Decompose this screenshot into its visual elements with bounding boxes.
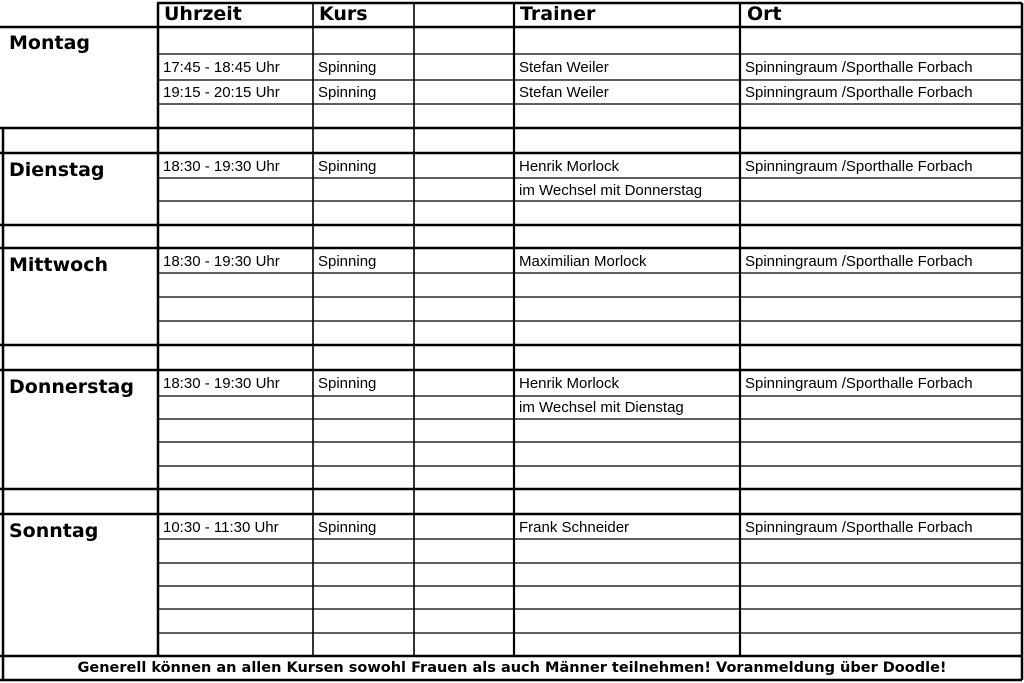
- sonntag-row-1-location: Spinningraum /Sporthalle Forbach: [745, 519, 973, 536]
- day-label-montag: Montag: [9, 32, 90, 54]
- montag-row-1-location: Spinningraum /Sporthalle Forbach: [745, 59, 973, 76]
- dienstag-row-1-location: Spinningraum /Sporthalle Forbach: [745, 158, 973, 175]
- dienstag-row-1-course: Spinning: [318, 158, 377, 175]
- mittwoch-row-1-location: Spinningraum /Sporthalle Forbach: [745, 253, 973, 270]
- mittwoch-row-1-course: Spinning: [318, 253, 377, 270]
- footer-note: Generell können an allen Kursen sowohl Frauen als auch Männer teilnehmen! Voranmeldung über Doodle!: [77, 660, 947, 676]
- donnerstag-row-1-trainer: Henrik Morlock: [519, 375, 620, 392]
- sonntag-row-1-course: Spinning: [318, 519, 377, 536]
- dienstag-row-1-trainer: Henrik Morlock: [519, 158, 620, 175]
- montag-row-2-course: Spinning: [318, 84, 377, 101]
- donnerstag-row-1-location: Spinningraum /Sporthalle Forbach: [745, 375, 973, 392]
- mittwoch-row-1-time: 18:30 - 19:30 Uhr: [163, 253, 280, 270]
- montag-row-2-location: Spinningraum /Sporthalle Forbach: [745, 84, 973, 101]
- montag-row-2-time: 19:15 - 20:15 Uhr: [163, 84, 280, 101]
- donnerstag-row-2-trainer: im Wechsel mit Dienstag: [519, 399, 684, 416]
- header-trainer: Trainer: [520, 3, 596, 25]
- donnerstag-row-1-course: Spinning: [318, 375, 377, 392]
- sonntag-row-1-time: 10:30 - 11:30 Uhr: [163, 519, 279, 536]
- montag-row-1-time: 17:45 - 18:45 Uhr: [163, 59, 280, 76]
- donnerstag-row-1-time: 18:30 - 19:30 Uhr: [163, 375, 280, 392]
- day-label-mittwoch: Mittwoch: [9, 254, 108, 276]
- montag-row-1-trainer: Stefan Weiler: [519, 59, 609, 76]
- day-label-donnerstag: Donnerstag: [9, 376, 134, 398]
- mittwoch-row-1-trainer: Maximilian Morlock: [519, 253, 647, 270]
- montag-row-1-course: Spinning: [318, 59, 377, 76]
- sonntag-row-1-trainer: Frank Schneider: [519, 519, 630, 536]
- header-course: Kurs: [319, 3, 368, 25]
- day-label-dienstag: Dienstag: [9, 159, 105, 181]
- montag-row-2-trainer: Stefan Weiler: [519, 84, 609, 101]
- day-label-sonntag: Sonntag: [9, 520, 99, 542]
- dienstag-row-1-time: 18:30 - 19:30 Uhr: [163, 158, 280, 175]
- header-time: Uhrzeit: [164, 3, 242, 25]
- header-location: Ort: [747, 3, 782, 25]
- dienstag-row-2-trainer: im Wechsel mit Donnerstag: [519, 182, 703, 199]
